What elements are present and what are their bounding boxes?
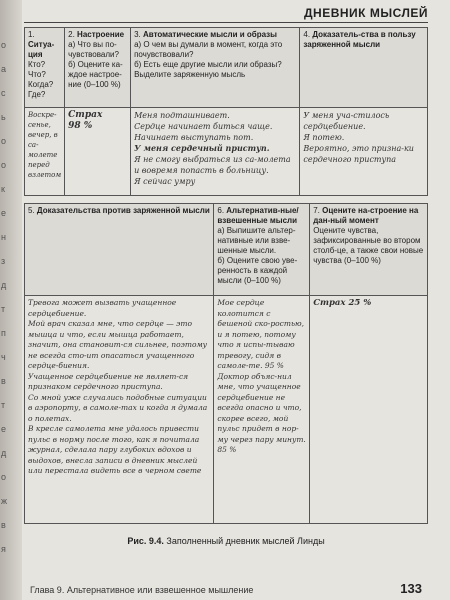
- thoughts-text: Меня подташнивает. Сердце начинает биться чаще. Начинает выступать пот.: [134, 111, 273, 142]
- entry-thoughts: [131, 108, 300, 196]
- header-num: 3.: [134, 30, 141, 39]
- spine-letter: к: [1, 184, 5, 194]
- header-title: Доказатель-ства в пользу заряженной мысли: [303, 30, 416, 49]
- spine-letter: с: [1, 88, 6, 98]
- header-mood: [65, 28, 131, 108]
- header-num: 1.: [28, 30, 35, 39]
- table1-header-row: [25, 28, 428, 108]
- header-alternative-thoughts: [214, 204, 310, 296]
- spine-letter: е: [1, 424, 7, 434]
- page-number: 133: [400, 581, 422, 596]
- header-num: 7.: [313, 206, 320, 215]
- page-footer: Глава 9. Альтернативное или взвешенное мышление: [30, 585, 254, 595]
- header-title: Доказательства против заряженной мысли: [36, 206, 210, 215]
- spine-letter: о: [1, 472, 7, 482]
- spine-letter: п: [1, 328, 6, 338]
- page-header: ДНЕВНИК МЫСЛЕЙ: [304, 6, 428, 20]
- spine-letter: в: [1, 376, 6, 386]
- header-title: Оцените на-строение на дан-ный момент: [313, 206, 419, 225]
- thoughts-text: Я не смогу выбраться из са-молета и вовремя попасть в больницу. Я сейчас умру: [134, 155, 291, 186]
- header-num: 5.: [28, 206, 35, 215]
- header-num: 2.: [68, 30, 75, 39]
- spine-letter: ж: [1, 496, 8, 506]
- page-spine: [0, 0, 22, 600]
- header-text: а) Что вы по-чувствовали? б) Оцените ка-ждое настрое-ние (0–100 %): [68, 40, 123, 89]
- caption-label: Рис. 9.4.: [127, 536, 164, 546]
- header-num: 6.: [217, 206, 225, 215]
- table2-header-row: [25, 204, 428, 296]
- header-title: Альтернатив-ные/взвешенные мысли: [217, 206, 299, 225]
- spine-letter: д: [1, 448, 7, 458]
- table1-entry-row: [25, 108, 428, 196]
- header-situation: [25, 28, 65, 108]
- spine-letter: е: [1, 208, 7, 218]
- spine-letter: а: [1, 64, 7, 74]
- spine-letter: д: [1, 280, 7, 290]
- spine-letter: т: [1, 400, 6, 410]
- header-rate-mood: [310, 204, 428, 296]
- entry-alternative-thoughts: Мое сердце колотится с бешеной ско-ростью, и я потею, потому что я испы-тываю тревогу, сидя в самоле-те. 95 % Доктор объяс-нил мне, что учащенное сердцебиение не всегда опасно и что, скорее всего, мой пульс придет в нор-му через пару минут. 85 %: [214, 296, 310, 524]
- thought-record-table-1: [24, 27, 428, 196]
- entry-evidence-against: Тревога может вызвать учащенное сердцебиение. Мой врач сказал мне, что сердце — это мышца и что, если мышца работает, значит, она становит-ся сильнее, поэтому не всегда сто-ит опасаться учащенного сердце-биения. Учащенное сердцебиение не являет-ся признаком сердечного приступа. Со мной уже случались подобные ситуации в аэропорту, в самоле-тах и когда я думала о полетах. В кресле самолета мне удалось привести пульс в норму после того, как я почитала журнал, сделала пару глубоких вдохов и выдохов, внесла записи в дневник мыслей или перестала видеть все в черном свете: [25, 296, 214, 524]
- header-title: Ситуа-ция: [28, 40, 55, 59]
- spine-letter: т: [1, 304, 6, 314]
- header-automatic-thoughts: [131, 28, 300, 108]
- spine-letter: в: [1, 520, 6, 530]
- header-rule: [24, 22, 428, 23]
- thought-record-table-2: [24, 203, 428, 524]
- spine-letter: з: [1, 256, 6, 266]
- header-text: а) О чем вы думали в момент, когда это почувствовали? б) Есть еще другие мысли или образы? Выделите заряженную мысль: [134, 40, 283, 79]
- header-title: Настроение: [77, 30, 125, 39]
- header-num: 4.: [303, 30, 311, 39]
- entry-situation: Воскре-сенье, вечер, в са-молете перед взлетом: [25, 108, 65, 196]
- spine-letter: о: [1, 136, 7, 146]
- spine-letter: ч: [1, 352, 6, 362]
- figure-caption: [24, 536, 428, 546]
- spine-letter: ь: [1, 112, 6, 122]
- table2-entry-row: [25, 296, 428, 524]
- entry-mood-now: Страх 25 %: [310, 296, 428, 524]
- header-evidence-for: [300, 28, 428, 108]
- caption-text: Заполненный дневник мыслей Линды: [166, 536, 325, 546]
- spine-letter: о: [1, 160, 7, 170]
- entry-mood: Страх 98 %: [65, 108, 131, 196]
- hot-thought: У меня сердечный приступ.: [134, 143, 270, 153]
- spine-letter: о: [1, 40, 7, 50]
- header-evidence-against: [25, 204, 214, 296]
- header-title: Автоматические мысли и образы: [142, 30, 277, 39]
- header-text: а) Выпишите альтер-нативные или взве-шенные мысли. б) Оцените свою уве-ренность в каждой мысли (0–100 %): [217, 226, 298, 285]
- header-text: Оцените чувства, зафиксированные во втором столб-це, а также свои новые чувства (0–100 %): [313, 226, 424, 265]
- header-text: Кто? Что? Когда? Где?: [28, 60, 54, 99]
- spine-letter: н: [1, 232, 6, 242]
- spine-letter: я: [1, 544, 6, 554]
- entry-evidence-for: У меня уча-стилось сердцебиение. Я потею. Вероятно, это призна-ки сердечного приступа: [300, 108, 428, 196]
